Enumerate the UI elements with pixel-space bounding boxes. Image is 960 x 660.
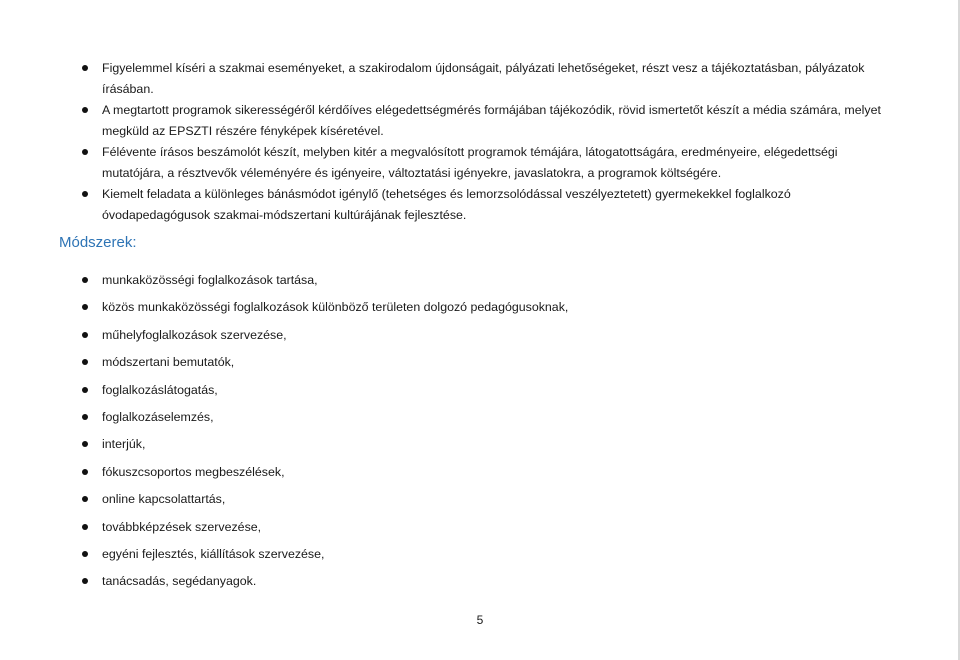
list-item xyxy=(80,270,880,297)
list-item xyxy=(80,352,880,379)
list-item-text: Kiemelt feladata a különleges bánásmódot igénylő (tehetséges és lemorzsolódással veszélyeztetett) gyermekekkel foglalkozó óvodapedagógusok szakmai-módszertani kultúrájának fejlesztése. xyxy=(102,187,791,222)
list-item-text: közös munkaközösségi foglalkozások különböző területen dolgozó pedagógusoknak, xyxy=(102,300,569,315)
list-item xyxy=(80,184,895,225)
bullet-icon xyxy=(82,414,88,420)
bullet-icon xyxy=(82,578,88,584)
list-item-text: foglalkozáslátogatás, xyxy=(102,382,218,397)
list-item-text: munkaközösségi foglalkozások tartása, xyxy=(102,273,318,287)
list-item xyxy=(80,462,880,489)
list-item xyxy=(80,142,895,183)
list-item xyxy=(80,489,880,516)
bullet-icon xyxy=(82,469,88,475)
bullet-icon xyxy=(82,304,88,310)
list-item xyxy=(80,434,880,461)
list-item-text: A megtartott programok sikerességéről kérdőíves elégedettségmérés formájában tájékozódik, rövid ismertetőt készít a média számára, melyet megküld az EPSZTI részére fényképek kíséretével. xyxy=(102,103,881,138)
bullet-icon xyxy=(82,191,88,197)
list-item xyxy=(80,100,895,141)
bullet-icon xyxy=(82,524,88,530)
list-item-text: fókuszcsoportos megbeszélések, xyxy=(102,464,285,479)
bullet-icon xyxy=(82,359,88,365)
list-item xyxy=(80,325,880,352)
section-heading: Módszerek: xyxy=(59,234,137,251)
list-item xyxy=(80,517,880,544)
list-item-text: módszertani bemutatók, xyxy=(102,355,235,370)
list-item-text: interjúk, xyxy=(102,437,146,452)
intro-bullet-list xyxy=(80,58,895,226)
list-item xyxy=(80,407,880,434)
bullet-icon xyxy=(82,107,88,113)
bullet-icon xyxy=(82,277,88,283)
bullet-icon xyxy=(82,441,88,447)
bullet-icon xyxy=(82,387,88,393)
bullet-icon xyxy=(82,332,88,338)
list-item-text: továbbképzések szervezése, xyxy=(102,519,262,534)
methods-bullet-list xyxy=(80,270,880,599)
bullet-icon xyxy=(82,65,88,71)
list-item-text: Félévente írásos beszámolót készít, melyben kitér a megvalósított programok témájára, látogatottságára, eredményeire, elégedettségi mutatójára, a résztvevők véleményére és igényeire, változtatási igényekre, javaslatokra, a programok költségére. xyxy=(102,145,838,180)
list-item xyxy=(80,571,880,598)
list-item-text: online kapcsolattartás, xyxy=(102,492,226,507)
list-item-text: műhelyfoglalkozások szervezése, xyxy=(102,327,287,342)
bullet-icon xyxy=(82,551,88,557)
list-item-text: foglalkozáselemzés, xyxy=(102,409,214,424)
list-item-text: egyéni fejlesztés, kiállítások szervezése, xyxy=(102,546,325,561)
list-item xyxy=(80,544,880,571)
list-item-text: Figyelemmel kíséri a szakmai eseményeket, a szakirodalom újdonságait, pályázati lehetőségeket, részt vesz a tájékoztatásban, pályázatok írásában. xyxy=(102,61,865,96)
list-item xyxy=(80,380,880,407)
bullet-icon xyxy=(82,496,88,502)
list-item-text: tanácsadás, segédanyagok. xyxy=(102,574,257,589)
page-number: 5 xyxy=(476,613,484,627)
list-item xyxy=(80,58,895,99)
bullet-icon xyxy=(82,149,88,155)
list-item xyxy=(80,297,880,324)
